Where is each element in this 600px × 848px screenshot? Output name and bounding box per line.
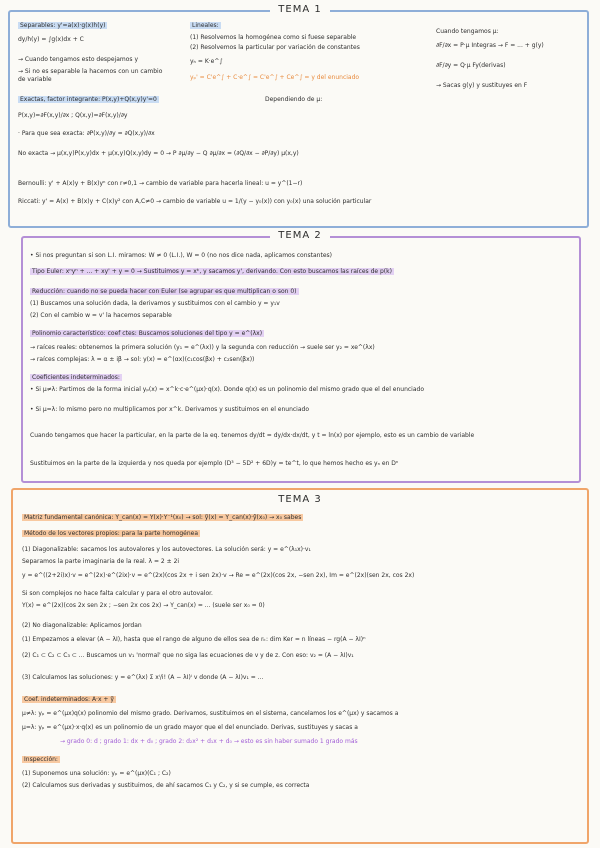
t1-right: yₚ' = C'e^∫ + C·e^∫ = C'e^∫ + Ce^∫ = y del enunciado [190,74,360,81]
t3-line: (1) Diagonalizable: sacamos los autovalores y los autovectores. La solución será: y = e^(λ₁x)·v₁ [22,546,311,553]
t3-line: Método de los vectores propios: para la parte homogénea [24,530,199,537]
t1-right: Cuando tengamos μ: [436,28,499,35]
t2-line: • Si nos preguntan si son L.I. miramos: W ≠ 0 (L.I.), W = 0 (no nos dice nada, aplicamos constantes) [30,252,332,259]
t1-line: → Si no es separable la hacemos con un cambio de variable [18,68,163,83]
t2-line: (2) Con el cambio w = v' la hacemos separable [30,312,172,319]
t3-line: Coef. indeterminados: A·x + ỹ [24,696,114,703]
t3-line: Separamos la parte imaginaria de la real. λ = 2 ± 2i [22,558,180,565]
t2-line: (1) Buscamos una solución dada, la derivamos y sustituimos con el cambio y = y₁v [30,300,280,307]
t1-line: Bernoulli: y' + A(x)y + B(x)yⁿ con r≠0,1 → cambio de variable para hacerla lineal: u = y^(1−r) [18,180,303,187]
t2-line: Cuando tengamos que hacer la particular, en la parte de la eq. tenemos dy/dt = dy/dx·dx/dt, y t = ln(x) por ejemplo, esto es un cambio de variable [30,432,475,439]
t3-line: Matriz fundamental canónica: Y_can(x) = Y(x)·Y⁻¹(x₀) → sol: ỹ(x) = Y_can(x)·ỹ(x₀) → x₀ sabes [24,514,302,521]
t3-line: Inspección: [24,756,58,763]
t2-line: • Si μ≠λ: Partimos de la forma inicial yₚ(x) = x^k·c·e^(μx)·q(x). Donde q(x) es un polinomio del mismo grado que el del enunciado [30,386,424,393]
t1-right: (2) Resolvemos la particular por variación de constantes [190,44,360,51]
t3-line: (3) Calculamos las soluciones: y = e^(λx) Σ xⁱ/i! (A − λI)ⁱ v donde (A − λI)v₁ = ... [22,674,264,681]
t2-line: → raíces complejas: λ = α ± iβ → sol: y(x) = e^(αx)(c₁cos(βx) + c₂sen(βx)) [30,356,255,363]
t1-line: Riccati: y' = A(x) + B(x)y + C(x)y² con A,C≠0 → cambio de variable u = 1/(y − y₀(x)) con y₀(x) una solución particular [18,198,372,205]
t1-right: Dependiendo de μ: [265,96,323,103]
t3-line: (2) Calculamos sus derivadas y sustituimos, de ahí sacamos C₁ y C₂, y si se cumple, es correcta [22,782,310,789]
t2-line: Reducción: cuando no se pueda hacer con Euler (se agrupar es que multiplican o son 0) [32,288,297,295]
t2-line: → raíces reales: obtenemos la primera solución (y₁ = e^(λx)) y la segunda con reducción → suele ser y₂ = xe^(λx) [30,344,375,351]
t3-line: → grado 0: d ; grado 1: dx + d₀ ; grado 2: d₂x² + d₁x + d₀ → esto es sin haber sumado 1 grado más [60,738,358,745]
t3-line: Y(x) = e^(2x)(cos 2x sen 2x ; −sen 2x cos 2x) → Y_can(x) = ... (suele ser x₀ = 0) [22,602,265,609]
t1-line: → Cuando tengamos esto despejamos y [18,56,138,63]
tema3-box [11,488,589,844]
t3-line: Si son complejos no hace falta calcular y para el otro autovalor. [22,590,213,597]
t1-line: · Para que sea exacta: ∂P(x,y)/∂y = ∂Q(x,y)/∂x [18,130,155,137]
t1-right: ∂F/∂y = Q·μ Fy(derivas) [436,62,506,69]
t3-line: (2) No diagonalizable: Aplicamos Jordan [22,622,142,629]
t1-line: dy/h(y) = ∫g(x)dx + C [18,36,84,43]
tema3-title: TEMA 3 [0,494,600,505]
t2-line: • Si μ=λ: lo mismo pero no multiplicamos por x^k. Derivamos y sustituimos en el enunciado [30,406,309,413]
t3-line: y = e^((2+2i)x)·v = e^(2x)·e^(2ix)·v = e^(2x)(cos 2x + i sen 2x)·v → Re = e^(2x)(cos 2x, −sen 2x), Im = e^(2x)(sen 2x, cos 2x) [22,572,415,579]
t1-line: Exactas, factor integrante: P(x,y)+Q(x,y)y'=0 [20,96,157,103]
tema1-title: TEMA 1 [0,4,600,15]
tema2-title: TEMA 2 [0,230,600,241]
t1-right: → Sacas g(y) y sustituyes en F [436,82,528,89]
t2-line: Sustituimos en la parte de la izquierda y nos queda por ejemplo (D³ − 5D² + 6D)y = te^t, lo que hemos hecho es yₙ en Dⁿ [30,460,399,467]
t2-line: Polinomio característico: coef ctes: Buscamos soluciones del tipo y = e^(λx) [32,330,263,337]
t1-line: P(x,y)=∂F(x,y)/∂x ; Q(x,y)=∂F(x,y)/∂y [18,112,128,119]
t3-line: (1) Empezamos a elevar (A − λI), hasta que el rango de alguno de ellos sea de rₖ: dim Ker = n líneas − rg(A − λI)ⁿ [22,636,366,643]
t1-right: ∂F/∂x = P·μ Integras → F = ... + g(y) [436,42,544,49]
t3-line: (2) C₁ ⊂ C₂ ⊂ C₃ ⊂ ... Buscamos un v₁ 'normal' que no siga las ecuaciones de v y de z. Con eso: v₂ = (A − λI)v₁ [22,652,354,659]
t3-line: μ≠λ: yₚ = e^(μx)q(x) polinomio del mismo grado. Derivamos, sustituimos en el sistema, cancelamos los e^(μx) y sacamos a [22,710,399,717]
t1-right: Lineales: [192,22,219,29]
t1-right: yₕ = K·e^∫ [190,58,223,65]
t1-right: (1) Resolvemos la homogénea como si fuese separable [190,34,357,41]
t1-line: No exacta → μ(x,y)P(x,y)dx + μ(x,y)Q(x,y)dy = 0 → P ∂μ/∂y − Q ∂μ/∂x = (∂Q/∂x − ∂P/∂y) μ(x,y) [18,150,299,157]
t3-line: μ=λ: yₚ = e^(μx)·x·q(x) es un polinomio de un grado mayor que el del enunciado. Derivas, sustituyes y sacas a [22,724,358,731]
t2-line: Tipo Euler: xⁿyⁿ + ... + xy' + y = 0 → Sustituimos y = xᵏ, y sacamos y', derivando. Con esto buscamos las raíces de p(k) [32,268,392,275]
t3-line: (1) Suponemos una solución: yₚ = e^(μx)(C₁ ; C₂) [22,770,171,777]
t1-line: Separables: y'=a(x)·g(x)h(y) [20,22,106,29]
t2-line: Coeficientes indeterminados: [32,374,120,381]
